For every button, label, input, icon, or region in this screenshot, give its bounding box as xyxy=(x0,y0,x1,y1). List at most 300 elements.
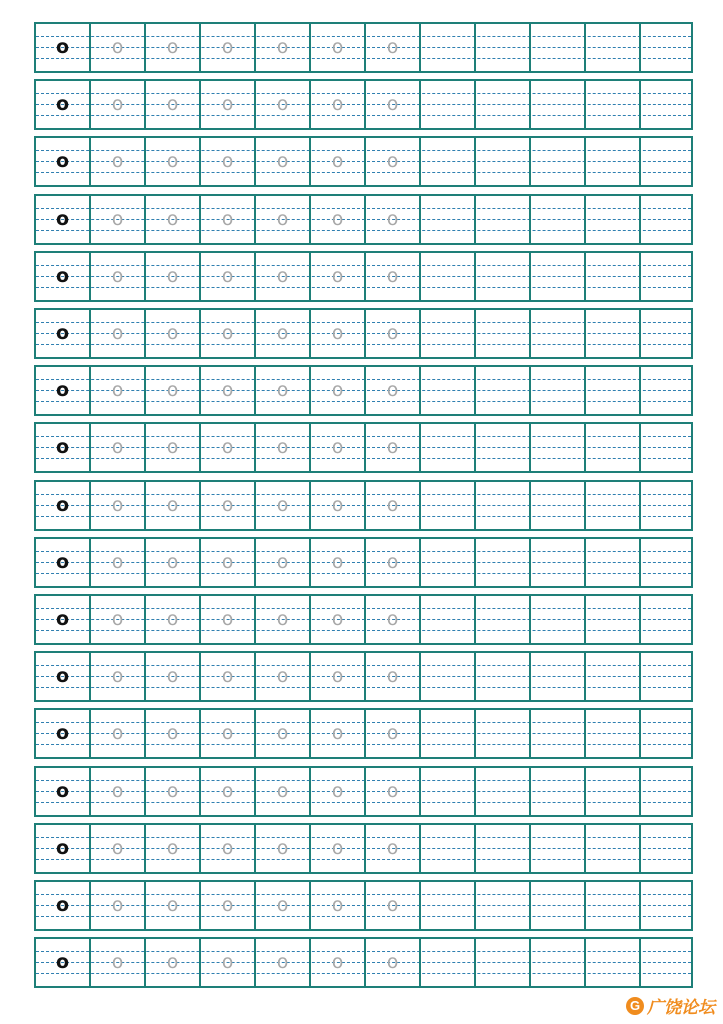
practice-row xyxy=(34,537,693,588)
writing-cell[interactable] xyxy=(641,939,696,986)
writing-cell xyxy=(91,253,146,300)
model-letter: o xyxy=(55,208,70,230)
trace-letter: o xyxy=(221,780,234,802)
model-letter: o xyxy=(55,150,70,172)
trace-letter: o xyxy=(221,436,234,458)
writing-cell xyxy=(36,539,91,586)
trace-letter: o xyxy=(221,379,234,401)
trace-letter: o xyxy=(276,322,289,344)
logo-text: 广饶论坛 xyxy=(647,998,715,1018)
writing-cell[interactable] xyxy=(531,253,586,300)
trace-letter: o xyxy=(111,608,124,630)
practice-row xyxy=(34,251,693,302)
writing-cell[interactable] xyxy=(586,882,641,929)
trace-letter: o xyxy=(276,265,289,287)
writing-cell[interactable] xyxy=(586,939,641,986)
trace-letter: o xyxy=(276,150,289,172)
writing-cell xyxy=(146,424,201,471)
writing-cell[interactable] xyxy=(421,710,476,757)
writing-cell xyxy=(256,825,311,872)
trace-letter: o xyxy=(221,322,234,344)
writing-cell[interactable] xyxy=(531,138,586,185)
writing-cell[interactable] xyxy=(531,81,586,128)
trace-letter: o xyxy=(221,665,234,687)
writing-cell xyxy=(256,596,311,643)
writing-cell xyxy=(146,653,201,700)
writing-cell xyxy=(36,81,91,128)
writing-cell xyxy=(201,424,256,471)
writing-cell[interactable] xyxy=(421,253,476,300)
writing-cell[interactable] xyxy=(476,424,531,471)
writing-cell xyxy=(91,653,146,700)
trace-letter: o xyxy=(386,894,399,916)
trace-letter: o xyxy=(166,379,179,401)
practice-row xyxy=(34,594,693,645)
writing-cell[interactable] xyxy=(586,710,641,757)
writing-cell xyxy=(366,367,421,414)
practice-row xyxy=(34,708,693,759)
trace-letter: o xyxy=(221,36,234,58)
writing-cell xyxy=(36,196,91,243)
trace-letter: o xyxy=(166,265,179,287)
trace-letter: o xyxy=(221,208,234,230)
trace-letter: o xyxy=(166,494,179,516)
writing-cell xyxy=(201,81,256,128)
writing-cell xyxy=(366,81,421,128)
trace-letter: o xyxy=(386,379,399,401)
writing-cell[interactable] xyxy=(586,24,641,71)
writing-cell xyxy=(36,138,91,185)
writing-cell[interactable] xyxy=(641,539,696,586)
writing-cell[interactable] xyxy=(586,196,641,243)
writing-cell xyxy=(311,482,366,529)
trace-letter: o xyxy=(221,93,234,115)
writing-cell xyxy=(366,710,421,757)
trace-letter: o xyxy=(331,379,344,401)
model-letter: o xyxy=(55,265,70,287)
writing-cell[interactable] xyxy=(641,596,696,643)
writing-cell[interactable] xyxy=(421,539,476,586)
trace-letter: o xyxy=(276,36,289,58)
writing-cell[interactable] xyxy=(476,310,531,357)
writing-cell xyxy=(36,367,91,414)
writing-cell xyxy=(201,882,256,929)
writing-cell[interactable] xyxy=(421,367,476,414)
trace-letter: o xyxy=(386,665,399,687)
writing-cell xyxy=(146,196,201,243)
writing-cell xyxy=(201,768,256,815)
writing-cell xyxy=(366,253,421,300)
trace-letter: o xyxy=(111,665,124,687)
writing-cell xyxy=(91,138,146,185)
trace-letter: o xyxy=(276,93,289,115)
writing-cell[interactable] xyxy=(421,768,476,815)
writing-cell xyxy=(311,882,366,929)
trace-letter: o xyxy=(386,322,399,344)
trace-letter: o xyxy=(221,722,234,744)
writing-cell xyxy=(366,24,421,71)
writing-cell xyxy=(311,196,366,243)
writing-cell xyxy=(201,138,256,185)
writing-cell xyxy=(36,768,91,815)
writing-cell[interactable] xyxy=(641,310,696,357)
trace-letter: o xyxy=(221,894,234,916)
writing-cell xyxy=(256,882,311,929)
writing-cell[interactable] xyxy=(476,768,531,815)
writing-cell[interactable] xyxy=(586,768,641,815)
writing-cell xyxy=(366,539,421,586)
writing-cell xyxy=(366,424,421,471)
model-letter: o xyxy=(55,722,70,744)
trace-letter: o xyxy=(386,722,399,744)
writing-cell[interactable] xyxy=(586,253,641,300)
trace-letter: o xyxy=(111,722,124,744)
writing-cell xyxy=(146,825,201,872)
trace-letter: o xyxy=(276,894,289,916)
writing-cell[interactable] xyxy=(641,882,696,929)
writing-cell[interactable] xyxy=(586,367,641,414)
model-letter: o xyxy=(55,608,70,630)
writing-cell xyxy=(36,596,91,643)
writing-cell xyxy=(366,882,421,929)
trace-letter: o xyxy=(166,951,179,973)
writing-cell xyxy=(91,24,146,71)
trace-letter: o xyxy=(166,722,179,744)
trace-letter: o xyxy=(276,494,289,516)
trace-letter: o xyxy=(166,150,179,172)
writing-cell xyxy=(91,882,146,929)
practice-row xyxy=(34,880,693,931)
trace-letter: o xyxy=(166,208,179,230)
writing-cell xyxy=(311,825,366,872)
writing-cell[interactable] xyxy=(476,710,531,757)
trace-letter: o xyxy=(276,551,289,573)
trace-letter: o xyxy=(386,608,399,630)
writing-cell[interactable] xyxy=(421,482,476,529)
writing-cell xyxy=(311,596,366,643)
writing-cell[interactable] xyxy=(476,367,531,414)
writing-cell xyxy=(91,825,146,872)
writing-cell xyxy=(311,424,366,471)
writing-cell[interactable] xyxy=(421,81,476,128)
trace-letter: o xyxy=(276,208,289,230)
writing-cell xyxy=(36,939,91,986)
writing-cell xyxy=(256,710,311,757)
writing-cell xyxy=(146,539,201,586)
writing-cell xyxy=(36,24,91,71)
writing-cell[interactable] xyxy=(641,24,696,71)
trace-letter: o xyxy=(166,322,179,344)
writing-cell xyxy=(366,768,421,815)
writing-cell[interactable] xyxy=(641,196,696,243)
writing-cell xyxy=(256,196,311,243)
writing-cell xyxy=(366,596,421,643)
writing-cell[interactable] xyxy=(531,596,586,643)
writing-cell xyxy=(146,310,201,357)
writing-cell[interactable] xyxy=(421,939,476,986)
trace-letter: o xyxy=(331,551,344,573)
writing-cell xyxy=(91,424,146,471)
writing-cell xyxy=(146,81,201,128)
writing-cell xyxy=(146,882,201,929)
writing-cell xyxy=(366,310,421,357)
writing-cell[interactable] xyxy=(641,768,696,815)
writing-cell xyxy=(201,653,256,700)
writing-cell[interactable] xyxy=(641,138,696,185)
trace-letter: o xyxy=(331,608,344,630)
writing-cell[interactable] xyxy=(531,710,586,757)
writing-cell xyxy=(311,138,366,185)
writing-cell xyxy=(91,768,146,815)
trace-letter: o xyxy=(276,379,289,401)
writing-cell xyxy=(91,367,146,414)
writing-cell xyxy=(201,367,256,414)
writing-cell[interactable] xyxy=(476,138,531,185)
practice-row xyxy=(34,22,693,73)
trace-letter: o xyxy=(111,322,124,344)
writing-cell[interactable] xyxy=(531,825,586,872)
trace-letter: o xyxy=(111,93,124,115)
trace-letter: o xyxy=(111,780,124,802)
writing-cell xyxy=(146,482,201,529)
practice-row xyxy=(34,136,693,187)
writing-cell xyxy=(256,310,311,357)
watermark-logo xyxy=(626,993,715,1018)
writing-cell[interactable] xyxy=(531,196,586,243)
writing-cell[interactable] xyxy=(531,424,586,471)
trace-letter: o xyxy=(166,665,179,687)
trace-letter: o xyxy=(166,894,179,916)
writing-cell[interactable] xyxy=(641,253,696,300)
writing-cell[interactable] xyxy=(641,653,696,700)
writing-cell xyxy=(256,81,311,128)
trace-letter: o xyxy=(331,322,344,344)
writing-cell[interactable] xyxy=(586,424,641,471)
writing-cell xyxy=(256,539,311,586)
trace-letter: o xyxy=(386,265,399,287)
writing-cell xyxy=(311,367,366,414)
writing-cell[interactable] xyxy=(641,825,696,872)
writing-cell xyxy=(366,653,421,700)
trace-letter: o xyxy=(386,208,399,230)
trace-letter: o xyxy=(386,436,399,458)
writing-cell xyxy=(91,539,146,586)
trace-letter: o xyxy=(276,665,289,687)
practice-row xyxy=(34,308,693,359)
writing-cell[interactable] xyxy=(476,81,531,128)
writing-cell[interactable] xyxy=(476,253,531,300)
writing-cell[interactable] xyxy=(531,482,586,529)
writing-cell[interactable] xyxy=(421,138,476,185)
trace-letter: o xyxy=(111,894,124,916)
writing-cell[interactable] xyxy=(421,196,476,243)
trace-letter: o xyxy=(386,36,399,58)
writing-cell xyxy=(311,768,366,815)
writing-cell xyxy=(201,482,256,529)
trace-letter: o xyxy=(331,93,344,115)
writing-cell[interactable] xyxy=(421,653,476,700)
writing-cell xyxy=(366,138,421,185)
writing-cell[interactable] xyxy=(531,367,586,414)
writing-cell xyxy=(36,710,91,757)
logo-mark-icon: G xyxy=(626,997,644,1015)
writing-cell[interactable] xyxy=(476,653,531,700)
trace-letter: o xyxy=(386,780,399,802)
model-letter: o xyxy=(55,379,70,401)
writing-cell xyxy=(146,939,201,986)
writing-cell[interactable] xyxy=(531,24,586,71)
trace-letter: o xyxy=(331,494,344,516)
trace-letter: o xyxy=(166,436,179,458)
writing-cell xyxy=(146,768,201,815)
writing-cell xyxy=(201,596,256,643)
writing-cell[interactable] xyxy=(421,310,476,357)
trace-letter: o xyxy=(221,951,234,973)
practice-row xyxy=(34,194,693,245)
model-letter: o xyxy=(55,436,70,458)
trace-letter: o xyxy=(111,379,124,401)
trace-letter: o xyxy=(166,608,179,630)
practice-row xyxy=(34,823,693,874)
writing-cell[interactable] xyxy=(641,81,696,128)
trace-letter: o xyxy=(386,837,399,859)
writing-cell[interactable] xyxy=(641,367,696,414)
trace-letter: o xyxy=(111,494,124,516)
writing-cell xyxy=(91,596,146,643)
writing-cell xyxy=(311,710,366,757)
writing-cell xyxy=(311,939,366,986)
model-letter: o xyxy=(55,36,70,58)
writing-cell[interactable] xyxy=(476,196,531,243)
writing-cell xyxy=(91,310,146,357)
writing-cell[interactable] xyxy=(421,24,476,71)
model-letter: o xyxy=(55,665,70,687)
practice-row xyxy=(34,365,693,416)
writing-cell xyxy=(311,81,366,128)
writing-cell[interactable] xyxy=(476,539,531,586)
trace-letter: o xyxy=(331,780,344,802)
writing-cell xyxy=(256,424,311,471)
trace-letter: o xyxy=(331,894,344,916)
writing-cell[interactable] xyxy=(586,81,641,128)
trace-letter: o xyxy=(221,837,234,859)
writing-cell[interactable] xyxy=(531,539,586,586)
trace-letter: o xyxy=(166,36,179,58)
writing-cell[interactable] xyxy=(421,596,476,643)
writing-cell xyxy=(311,24,366,71)
writing-cell[interactable] xyxy=(586,310,641,357)
writing-cell xyxy=(201,196,256,243)
writing-cell xyxy=(256,138,311,185)
trace-letter: o xyxy=(166,93,179,115)
trace-letter: o xyxy=(331,36,344,58)
trace-letter: o xyxy=(331,150,344,172)
trace-letter: o xyxy=(111,265,124,287)
writing-cell[interactable] xyxy=(586,825,641,872)
trace-letter: o xyxy=(331,665,344,687)
writing-cell[interactable] xyxy=(586,482,641,529)
trace-letter: o xyxy=(166,837,179,859)
trace-letter: o xyxy=(221,551,234,573)
writing-cell xyxy=(36,825,91,872)
writing-cell xyxy=(146,367,201,414)
writing-cell[interactable] xyxy=(531,653,586,700)
writing-cell[interactable] xyxy=(531,882,586,929)
writing-cell[interactable] xyxy=(476,825,531,872)
practice-row xyxy=(34,937,693,988)
writing-cell xyxy=(256,653,311,700)
writing-cell[interactable] xyxy=(421,424,476,471)
trace-letter: o xyxy=(386,951,399,973)
writing-cell[interactable] xyxy=(641,710,696,757)
writing-cell xyxy=(366,482,421,529)
trace-letter: o xyxy=(276,722,289,744)
writing-cell[interactable] xyxy=(476,939,531,986)
writing-cell xyxy=(91,710,146,757)
writing-cell[interactable] xyxy=(531,768,586,815)
model-letter: o xyxy=(55,837,70,859)
model-letter: o xyxy=(55,780,70,802)
trace-letter: o xyxy=(331,951,344,973)
writing-cell xyxy=(201,939,256,986)
writing-cell[interactable] xyxy=(476,24,531,71)
writing-cell xyxy=(201,539,256,586)
writing-cell[interactable] xyxy=(586,596,641,643)
trace-letter: o xyxy=(221,608,234,630)
writing-cell[interactable] xyxy=(476,882,531,929)
writing-cell[interactable] xyxy=(531,310,586,357)
writing-cell xyxy=(311,310,366,357)
writing-cell[interactable] xyxy=(421,882,476,929)
trace-letter: o xyxy=(166,551,179,573)
writing-cell[interactable] xyxy=(641,424,696,471)
model-letter: o xyxy=(55,951,70,973)
writing-cell[interactable] xyxy=(476,596,531,643)
writing-cell xyxy=(256,939,311,986)
trace-letter: o xyxy=(386,150,399,172)
model-letter: o xyxy=(55,322,70,344)
trace-letter: o xyxy=(166,780,179,802)
writing-cell xyxy=(91,196,146,243)
writing-cell[interactable] xyxy=(421,825,476,872)
trace-letter: o xyxy=(111,150,124,172)
trace-letter: o xyxy=(111,837,124,859)
writing-cell[interactable] xyxy=(476,482,531,529)
writing-cell xyxy=(36,482,91,529)
writing-cell xyxy=(201,710,256,757)
writing-cell[interactable] xyxy=(586,138,641,185)
writing-cell xyxy=(91,939,146,986)
writing-cell xyxy=(201,253,256,300)
writing-cell xyxy=(201,825,256,872)
writing-cell[interactable] xyxy=(531,939,586,986)
writing-cell xyxy=(91,482,146,529)
practice-row xyxy=(34,79,693,130)
writing-cell xyxy=(201,310,256,357)
writing-cell xyxy=(366,196,421,243)
writing-cell[interactable] xyxy=(641,482,696,529)
trace-letter: o xyxy=(386,93,399,115)
trace-letter: o xyxy=(221,265,234,287)
trace-letter: o xyxy=(276,951,289,973)
trace-letter: o xyxy=(331,208,344,230)
writing-cell xyxy=(311,253,366,300)
writing-cell[interactable] xyxy=(586,539,641,586)
writing-cell xyxy=(146,596,201,643)
writing-cell xyxy=(201,24,256,71)
writing-cell[interactable] xyxy=(586,653,641,700)
trace-letter: o xyxy=(276,780,289,802)
